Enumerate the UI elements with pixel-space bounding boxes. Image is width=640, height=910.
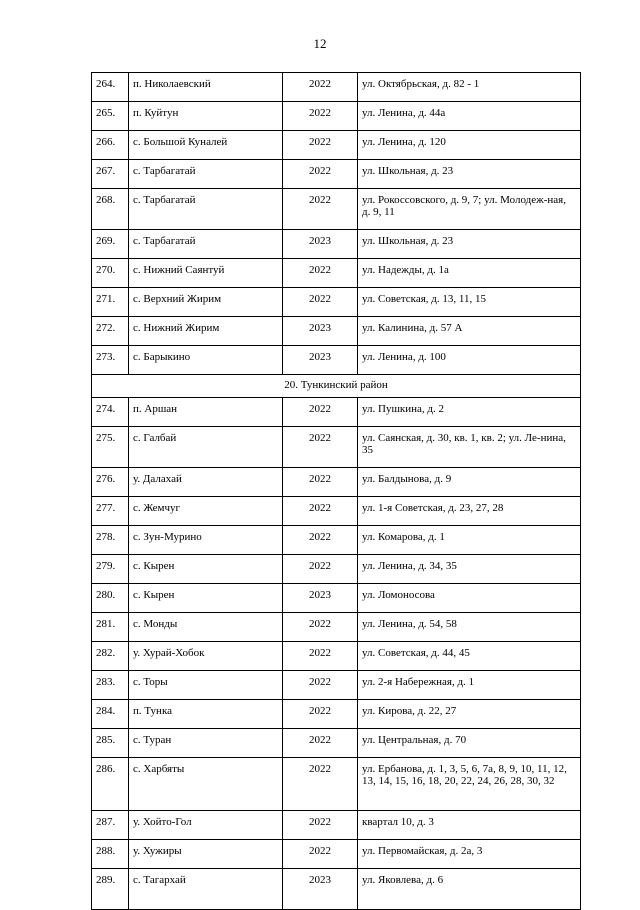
table-row bbox=[92, 869, 581, 910]
row-number: 279. bbox=[92, 555, 129, 584]
row-number: 287. bbox=[92, 811, 129, 840]
address-cell: ул. Ленина, д. 54, 58 bbox=[358, 613, 581, 642]
address-cell: ул. Ленина, д. 100 bbox=[358, 346, 581, 375]
row-number: 275. bbox=[92, 427, 129, 468]
settlement-name: с. Зун-Мурино bbox=[129, 526, 283, 555]
row-number: 270. bbox=[92, 259, 129, 288]
address-cell: ул. Рокоссовского, д. 9, 7; ул. Молодеж-ная, д. 9, 11 bbox=[358, 189, 581, 230]
address-cell: ул. Школьная, д. 23 bbox=[358, 230, 581, 259]
settlement-name: с. Нижний Саянтуй bbox=[129, 259, 283, 288]
address-cell: ул. Ленина, д. 120 bbox=[358, 131, 581, 160]
section-title: 20. Тункинский район bbox=[92, 375, 581, 398]
year-cell: 2022 bbox=[283, 700, 358, 729]
address-cell: ул. Центральная, д. 70 bbox=[358, 729, 581, 758]
address-cell: ул. Комарова, д. 1 bbox=[358, 526, 581, 555]
settlement-name: п. Куйтун bbox=[129, 102, 283, 131]
year-cell: 2022 bbox=[283, 160, 358, 189]
address-cell: ул. Калинина, д. 57 А bbox=[358, 317, 581, 346]
row-number: 264. bbox=[92, 73, 129, 102]
row-number: 282. bbox=[92, 642, 129, 671]
table-row bbox=[92, 259, 581, 288]
year-cell: 2022 bbox=[283, 729, 358, 758]
year-cell: 2023 bbox=[283, 584, 358, 613]
address-cell: ул. Надежды, д. 1а bbox=[358, 259, 581, 288]
settlement-name: п. Тунка bbox=[129, 700, 283, 729]
year-cell: 2022 bbox=[283, 102, 358, 131]
year-cell: 2022 bbox=[283, 526, 358, 555]
section-header-row bbox=[92, 375, 581, 398]
settlement-name: с. Туран bbox=[129, 729, 283, 758]
address-cell: ул. Первомайская, д. 2а, 3 bbox=[358, 840, 581, 869]
address-cell: ул. Октябрьская, д. 82 - 1 bbox=[358, 73, 581, 102]
row-number: 285. bbox=[92, 729, 129, 758]
settlement-name: с. Большой Куналей bbox=[129, 131, 283, 160]
settlement-name: с. Верхний Жирим bbox=[129, 288, 283, 317]
settlement-name: с. Нижний Жирим bbox=[129, 317, 283, 346]
row-number: 286. bbox=[92, 758, 129, 811]
row-number: 278. bbox=[92, 526, 129, 555]
table-row bbox=[92, 160, 581, 189]
address-cell: ул. Ломоносова bbox=[358, 584, 581, 613]
year-cell: 2022 bbox=[283, 758, 358, 811]
year-cell: 2022 bbox=[283, 671, 358, 700]
settlement-name: у. Хойто-Гол bbox=[129, 811, 283, 840]
row-number: 268. bbox=[92, 189, 129, 230]
row-number: 289. bbox=[92, 869, 129, 910]
table-row bbox=[92, 427, 581, 468]
settlement-name: с. Тарбагатай bbox=[129, 160, 283, 189]
row-number: 284. bbox=[92, 700, 129, 729]
settlement-name: с. Тарбагатай bbox=[129, 230, 283, 259]
table-row bbox=[92, 497, 581, 526]
settlements-table bbox=[91, 72, 581, 910]
year-cell: 2022 bbox=[283, 468, 358, 497]
table-row bbox=[92, 584, 581, 613]
year-cell: 2022 bbox=[283, 189, 358, 230]
table-row bbox=[92, 230, 581, 259]
table-row bbox=[92, 131, 581, 160]
settlement-name: с. Жемчуг bbox=[129, 497, 283, 526]
row-number: 272. bbox=[92, 317, 129, 346]
row-number: 265. bbox=[92, 102, 129, 131]
table-row bbox=[92, 758, 581, 811]
table-row bbox=[92, 555, 581, 584]
table-row bbox=[92, 189, 581, 230]
row-number: 277. bbox=[92, 497, 129, 526]
row-number: 271. bbox=[92, 288, 129, 317]
table-row bbox=[92, 700, 581, 729]
year-cell: 2022 bbox=[283, 131, 358, 160]
address-cell: ул. Балдынова, д. 9 bbox=[358, 468, 581, 497]
settlement-name: с. Торы bbox=[129, 671, 283, 700]
row-number: 288. bbox=[92, 840, 129, 869]
address-cell: ул. Ербанова, д. 1, 3, 5, 6, 7а, 8, 9, 10, 11, 12, 13, 14, 15, 16, 18, 20, 22, 24, 26, 28, 30, 32 bbox=[358, 758, 581, 811]
settlement-name: с. Кырен bbox=[129, 584, 283, 613]
address-cell: ул. 2-я Набережная, д. 1 bbox=[358, 671, 581, 700]
address-cell: ул. Советская, д. 13, 11, 15 bbox=[358, 288, 581, 317]
row-number: 283. bbox=[92, 671, 129, 700]
settlement-name: с. Харбяты bbox=[129, 758, 283, 811]
table-row bbox=[92, 102, 581, 131]
address-cell: ул. Яковлева, д. 6 bbox=[358, 869, 581, 910]
year-cell: 2022 bbox=[283, 497, 358, 526]
table-row bbox=[92, 613, 581, 642]
year-cell: 2022 bbox=[283, 427, 358, 468]
address-cell: ул. Ленина, д. 44а bbox=[358, 102, 581, 131]
settlement-name: у. Хурай-Хобок bbox=[129, 642, 283, 671]
settlement-name: у. Хужиры bbox=[129, 840, 283, 869]
settlement-name: с. Галбай bbox=[129, 427, 283, 468]
address-cell: ул. Кирова, д. 22, 27 bbox=[358, 700, 581, 729]
row-number: 267. bbox=[92, 160, 129, 189]
year-cell: 2022 bbox=[283, 398, 358, 427]
address-cell: квартал 10, д. 3 bbox=[358, 811, 581, 840]
table-row bbox=[92, 73, 581, 102]
settlement-name: с. Барыкино bbox=[129, 346, 283, 375]
settlement-name: п. Николаевский bbox=[129, 73, 283, 102]
row-number: 276. bbox=[92, 468, 129, 497]
year-cell: 2023 bbox=[283, 346, 358, 375]
table-row bbox=[92, 468, 581, 497]
year-cell: 2022 bbox=[283, 811, 358, 840]
page-number: 12 bbox=[313, 36, 327, 51]
settlement-name: с. Монды bbox=[129, 613, 283, 642]
table-row bbox=[92, 317, 581, 346]
settlement-name: с. Тарбагатай bbox=[129, 189, 283, 230]
table-row bbox=[92, 398, 581, 427]
table-row bbox=[92, 642, 581, 671]
year-cell: 2022 bbox=[283, 555, 358, 584]
settlement-name: п. Аршан bbox=[129, 398, 283, 427]
settlement-name: с. Тагархай bbox=[129, 869, 283, 910]
address-cell: ул. Советская, д. 44, 45 bbox=[358, 642, 581, 671]
row-number: 281. bbox=[92, 613, 129, 642]
settlement-name: у. Далахай bbox=[129, 468, 283, 497]
address-cell: ул. Школьная, д. 23 bbox=[358, 160, 581, 189]
row-number: 266. bbox=[92, 131, 129, 160]
row-number: 269. bbox=[92, 230, 129, 259]
year-cell: 2022 bbox=[283, 73, 358, 102]
row-number: 273. bbox=[92, 346, 129, 375]
table-row bbox=[92, 671, 581, 700]
year-cell: 2022 bbox=[283, 288, 358, 317]
year-cell: 2022 bbox=[283, 613, 358, 642]
table-row bbox=[92, 346, 581, 375]
address-cell: ул. Ленина, д. 34, 35 bbox=[358, 555, 581, 584]
table-row bbox=[92, 526, 581, 555]
year-cell: 2023 bbox=[283, 230, 358, 259]
year-cell: 2022 bbox=[283, 642, 358, 671]
table-row bbox=[92, 811, 581, 840]
year-cell: 2023 bbox=[283, 317, 358, 346]
table-row bbox=[92, 288, 581, 317]
year-cell: 2022 bbox=[283, 259, 358, 288]
settlement-name: с. Кырен bbox=[129, 555, 283, 584]
address-cell: ул. Пушкина, д. 2 bbox=[358, 398, 581, 427]
address-cell: ул. 1-я Советская, д. 23, 27, 28 bbox=[358, 497, 581, 526]
row-number: 280. bbox=[92, 584, 129, 613]
year-cell: 2022 bbox=[283, 840, 358, 869]
table-row bbox=[92, 729, 581, 758]
table-row bbox=[92, 840, 581, 869]
year-cell: 2023 bbox=[283, 869, 358, 910]
row-number: 274. bbox=[92, 398, 129, 427]
address-cell: ул. Саянская, д. 30, кв. 1, кв. 2; ул. Ле-нина, 35 bbox=[358, 427, 581, 468]
